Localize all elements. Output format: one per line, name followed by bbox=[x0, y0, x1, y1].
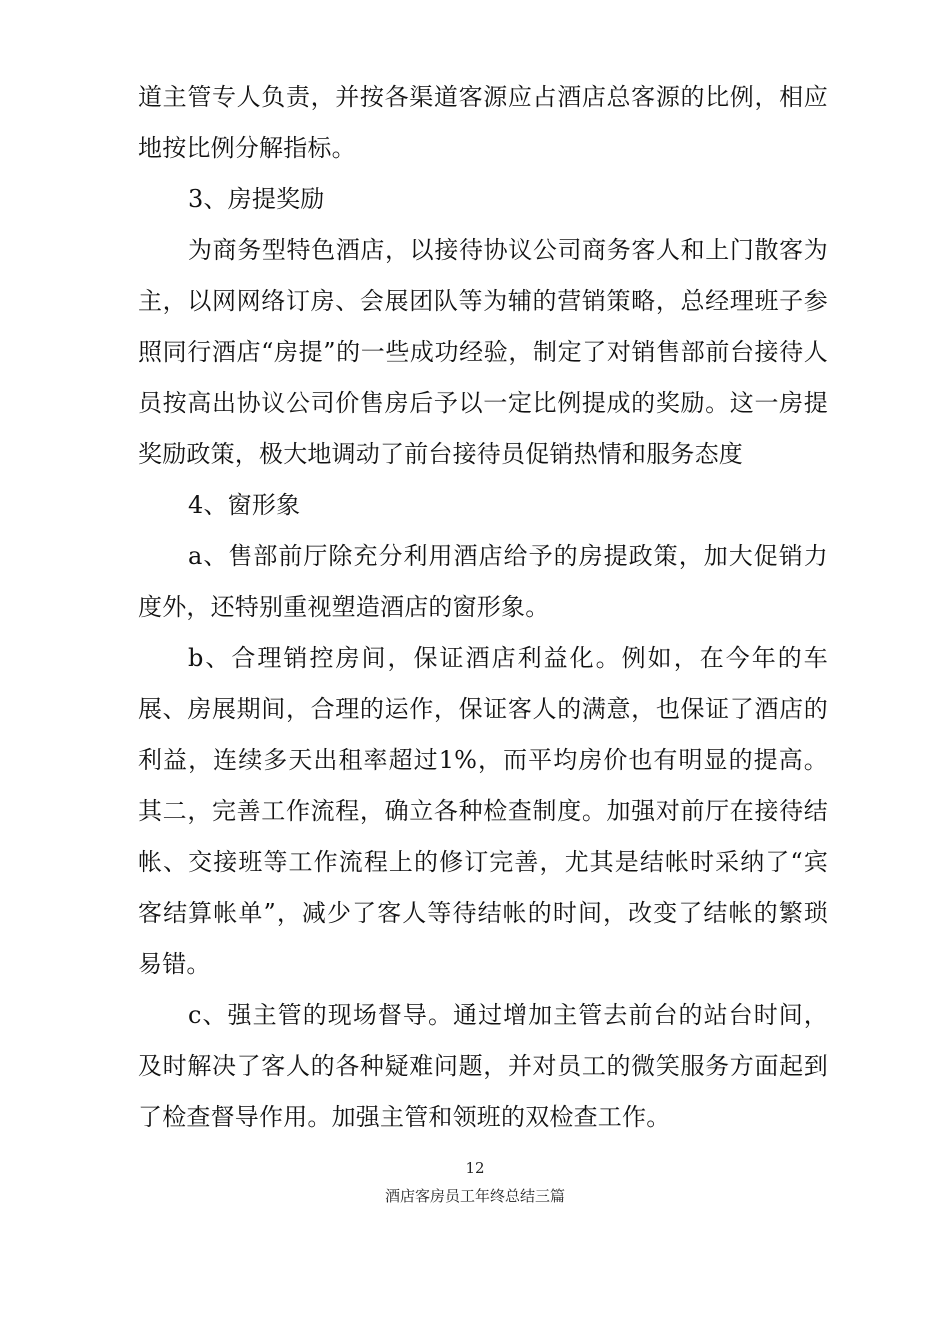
paragraph-item-a: a、售部前厅除充分利用酒店给予的房提政策，加大促销力度外，还特别重视塑造酒店的窗形象。 bbox=[138, 542, 828, 621]
page-number: 12 bbox=[465, 1159, 485, 1177]
paragraph-item-b: b、合理销控房间，保证酒店利益化。例如，在今年的车展、房展期间，合理的运作，保证客人的满意，也保证了酒店的利益，连续多天出租率超过1%，而平均房价也有明显的提高。其二，完善工作流程，确立各种检查制度。加强对前厅在接待结帐、交接班等工作流程上的修订完善，尤其是结帐时采纳了“宾客结算帐单”，减少了客人等待结帐的时间，改变了结帐的繁琐易错。 bbox=[138, 644, 828, 978]
section-heading-window-image: 4、窗形象 bbox=[188, 491, 301, 519]
footer-title: 酒店客房员工年终总结三篇 bbox=[384, 1187, 565, 1205]
document-body bbox=[138, 72, 828, 1143]
paragraph-continuation: 道主管专人负责，并按各渠道客源应占酒店总客源的比例，相应地按比例分解指标。 bbox=[138, 83, 828, 162]
paragraph-room-commission: 为商务型特色酒店，以接待协议公司商务客人和上门散客为主，以网网络订房、会展团队等为辅的营销策略，总经理班子参照同行酒店“房提”的一些成功经验，制定了对销售部前台接待人员按高出协议公司价售房后予以一定比例提成的奖励。这一房提奖励政策，极大地调动了前台接待员促销热情和服务态度 bbox=[138, 236, 828, 468]
section-heading-room-commission: 3、房提奖励 bbox=[188, 185, 325, 213]
paragraph-item-c: c、强主管的现场督导。通过增加主管去前台的站台时间，及时解决了客人的各种疑难问题，并对员工的微笑服务方面起到了检查督导作用。加强主管和领班的双检查工作。 bbox=[138, 1001, 828, 1131]
